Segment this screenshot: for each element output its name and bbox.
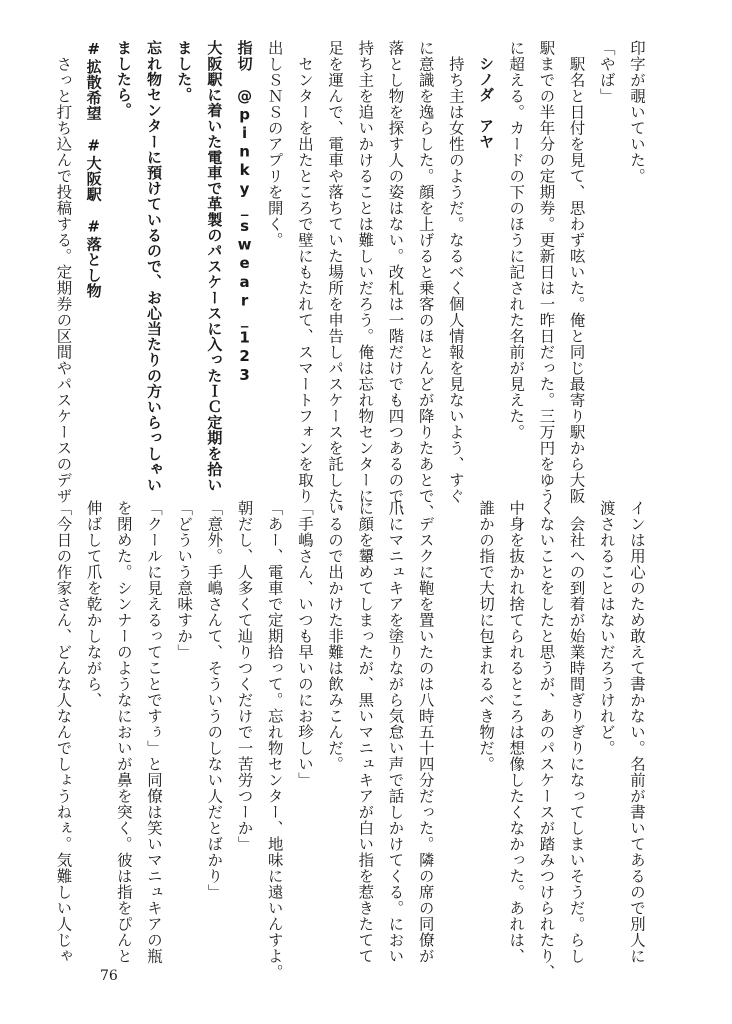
text-column: 中身を抜かれ捨てられるところは想像したくなかった。あれは、: [507, 500, 526, 964]
text-column: 誰かの指で大切に包まれるべき物だ。: [477, 500, 496, 772]
text-column: 会社への到着が始業時間ぎりぎりになってしまいそうだ。らし: [567, 500, 586, 964]
text-column: 駅名と日付を見て、思わず呟いた。俺と同じ最寄り駅から大阪: [567, 40, 586, 504]
text-column: インは用心のため敢えて書かない。名前が書いてあるので別人に: [628, 500, 646, 964]
sns-post-author: 指切 @pinky_swear_123: [235, 40, 254, 385]
text-column: 「どういう意味すか」: [175, 500, 194, 660]
text-column: を閉めた。シンナーのようなにおいが鼻を突く。彼は指をぴんと: [114, 500, 133, 964]
text-column: 落とし物を探す人の姿はない。改札は一階だけでも四つあるので、: [386, 40, 405, 520]
text-column: いるので出かけた非難は飲みこんだ。: [326, 500, 345, 772]
sns-post-line: ましたら。: [114, 40, 133, 118]
text-column: 足を運んで、電車や落ちていた場所を申告しパスケースを託した。: [326, 40, 345, 520]
text-column: 持ち主は女性のようだ。なるべく個人情報を見ないよう、すぐ: [446, 40, 465, 504]
text-column: 「やば」: [597, 40, 616, 104]
text-column: に顔を顰めてしまったが、黒いマニュキアが白い指を惹きたてて: [356, 500, 375, 964]
text-column: さっと打ち込んで投稿する。定期券の区間やパスケースのデザ: [54, 40, 73, 504]
text-column: センターを出たところで壁にもたれて、スマートフォンを取り: [295, 40, 314, 504]
page-number: 76: [100, 968, 118, 984]
text-column: 渡されることはないだろうけれど。: [597, 500, 616, 756]
sns-post-line: 忘れ物センターに預けているので、お心当たりの方いらっしゃい: [145, 40, 163, 493]
sns-post-line: 大阪駅に着いた電車で革製のパスケースに入ったＩＣ定期を拾い: [205, 40, 224, 493]
sns-post-hashtags: #拡散希望 #大阪駅 #落とし物: [84, 40, 103, 299]
text-column: 「あー、電車で定期拾って。忘れ物センター、地味に遠いんすよ。: [265, 500, 284, 980]
text-column: 持ち主を追いかけることは難しいだろう。俺は忘れ物センターに: [356, 40, 375, 504]
text-column: 「意外。手嶋さんて、そういうのしない人だとばかり」: [205, 500, 224, 900]
text-column: デスクに鞄を置いたのは八時五十四分だった。隣の席の同僚が: [416, 500, 435, 964]
text-column: 爪にマニュキアを塗りながら気怠い声で話しかけてくる。におい: [386, 500, 405, 964]
text-column: に超える。カードの下のほうに記された名前が見えた。: [507, 40, 526, 440]
text-column: くないことをしたと思うが、あのパスケースが踏みつけられたり、: [537, 500, 556, 980]
text-column: 出しＳＮＳのアプリを開く。: [265, 40, 284, 248]
text-column: 印字が覗いていた。: [628, 40, 646, 184]
text-column: 朝だし、人多くて辿りつくだけで一苦労つーか」: [235, 500, 254, 852]
text-column: 駅までの半年分の定期券。更新日は一昨日だった。三万円をゆう: [537, 40, 556, 504]
text-column: 「クールに見えるってことですぅ」と同僚は笑いマニュキアの瓶: [145, 500, 163, 964]
sns-post-line: ました。: [175, 40, 194, 103]
upper-text-block: [48, 40, 652, 520]
text-column: に意識を逸らした。顔を上げると乗客のほとんどが降りたあとで、: [416, 40, 435, 520]
text-column: 伸ばして爪を乾かしながら、: [84, 500, 103, 708]
text-column: 「今日の作家さん、どんな人なんでしょうねぇ。気難しい人じゃ: [54, 500, 73, 964]
name-on-card: シノダ アヤ: [477, 40, 496, 150]
text-column: 「手嶋さん、いつも早いのにお珍しい」: [295, 500, 314, 788]
